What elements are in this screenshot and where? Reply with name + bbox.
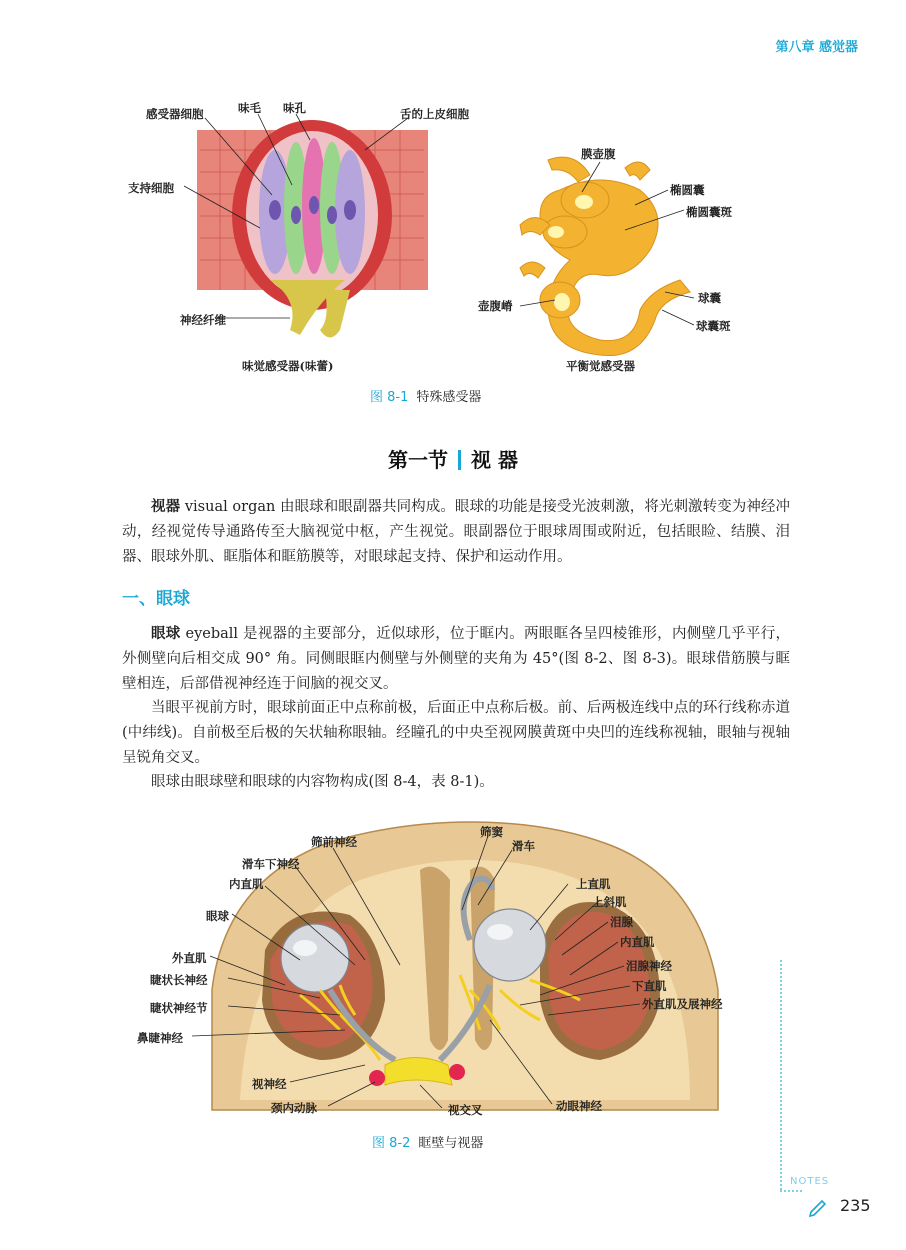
label-balance-title: 平衡觉感受器 — [566, 359, 635, 373]
caption-number: 图 8-1 — [370, 390, 409, 405]
label-taste-hair: 味毛 — [238, 101, 261, 115]
paragraph-text: eyeball 是视器的主要部分，近似球形，位于眶内。两眼眶各呈四棱锥形，内侧壁几乎平行，外侧壁向后相交成 90° 角。同侧眼眶内侧壁与外侧壁的夹角为 45°(图 8-2、图 8-3)。眼球借筋膜与眶壁相连，后部借视神经连于间脑的视交叉。 — [122, 626, 790, 692]
subsection-heading: 一、眼球 — [122, 589, 190, 609]
label-taste-bud-title: 味觉感受器(味蕾) — [242, 359, 334, 373]
label-lacrimal-nerve: 泪腺神经 — [626, 959, 672, 973]
label-anterior-ethmoidal-nerve: 筛前神经 — [311, 835, 357, 849]
label-nasociliary-nerve: 鼻睫神经 — [137, 1031, 183, 1045]
label-trochlea: 滑车 — [512, 839, 535, 853]
label-nerve-fiber: 神经纤维 — [180, 313, 226, 327]
label-oculomotor-nerve: 动眼神经 — [556, 1099, 602, 1113]
term-visual-organ: 视器 — [151, 499, 181, 515]
label-saccule: 球囊 — [698, 291, 721, 305]
label-lateral-rectus-abducens: 外直肌及展神经 — [642, 997, 723, 1011]
label-eyeball: 眼球 — [206, 909, 229, 923]
caption-text: 眶壁与视器 — [418, 1136, 484, 1151]
label-crista-ampullaris: 壶腹嵴 — [478, 299, 513, 313]
label-optic-chiasm: 视交叉 — [448, 1103, 483, 1117]
section-number: 第一节 — [388, 448, 449, 472]
label-membranous-ampulla: 膜壶腹 — [581, 147, 616, 161]
label-medial-rectus-right: 内直肌 — [620, 935, 655, 949]
label-inferior-rectus: 下直肌 — [632, 979, 667, 993]
label-medial-rectus-left: 内直肌 — [229, 877, 264, 891]
paragraph-eyeball-structure: 眼球由眼球壁和眼球的内容物构成(图 8-4，表 8-1)。 — [151, 774, 494, 790]
label-lacrimal-gland: 泪腺 — [610, 915, 633, 929]
label-long-ciliary-nerve: 睫状长神经 — [150, 973, 208, 987]
label-optic-nerve: 视神经 — [252, 1077, 287, 1091]
figure-8-2-caption — [372, 1132, 483, 1151]
label-support-cell: 支持细胞 — [128, 181, 174, 195]
pencil-icon — [808, 1196, 828, 1216]
label-utricle: 椭圆囊 — [670, 183, 705, 197]
notes-margin-line — [780, 960, 783, 1190]
section-name: 视 器 — [471, 448, 518, 472]
page-number: 235 — [840, 1196, 871, 1215]
label-ciliary-ganglion: 睫状神经节 — [150, 1001, 208, 1015]
label-taste-pore: 味孔 — [283, 101, 306, 115]
notes-margin-rule — [780, 1190, 802, 1192]
label-macula-sacculi: 球囊斑 — [696, 319, 731, 333]
label-receptor-cell: 感受器细胞 — [146, 107, 204, 121]
label-ethmoid-sinus: 筛窦 — [480, 825, 503, 839]
label-tongue-epithelium: 舌的上皮细胞 — [400, 107, 469, 121]
caption-text: 特殊感受器 — [416, 390, 482, 405]
term-eyeball: 眼球 — [151, 626, 181, 642]
label-infratrochlear-nerve: 滑车下神经 — [242, 857, 300, 871]
caption-number: 图 8-2 — [372, 1136, 411, 1151]
label-superior-rectus: 上直肌 — [576, 877, 611, 891]
label-superior-oblique: 上斜肌 — [592, 895, 627, 909]
label-internal-carotid: 颈内动脉 — [271, 1101, 317, 1115]
label-lateral-rectus: 外直肌 — [172, 951, 207, 965]
chapter-header: 第八章 感觉器 — [775, 40, 858, 55]
paragraph-text: visual organ 由眼球和眼副器共同构成。眼球的功能是接受光波刺激，将光刺激转变为神经冲动，经视觉传导通路传至大脑视觉中枢，产生视觉。眼副器位于眼球周围或附近，包括眼睑、结膜、泪器、眼球外肌、眶脂体和眶筋膜等，对眼球起支持、保护和运动作用。 — [122, 499, 790, 565]
notes-label: NOTES — [790, 1176, 830, 1187]
paragraph-eye-axes: 当眼平视前方时，眼球前面正中点称前极，后面正中点称后极。前、后两极连线中点的环行线称赤道(中纬线)。自前极至后极的矢状轴称眼轴。经瞳孔的中央至视网膜黄斑中央凹的连线称视轴，眼轴与视轴呈锐角交叉。 — [122, 700, 790, 766]
label-macula-utriculi: 椭圆囊斑 — [686, 205, 732, 219]
